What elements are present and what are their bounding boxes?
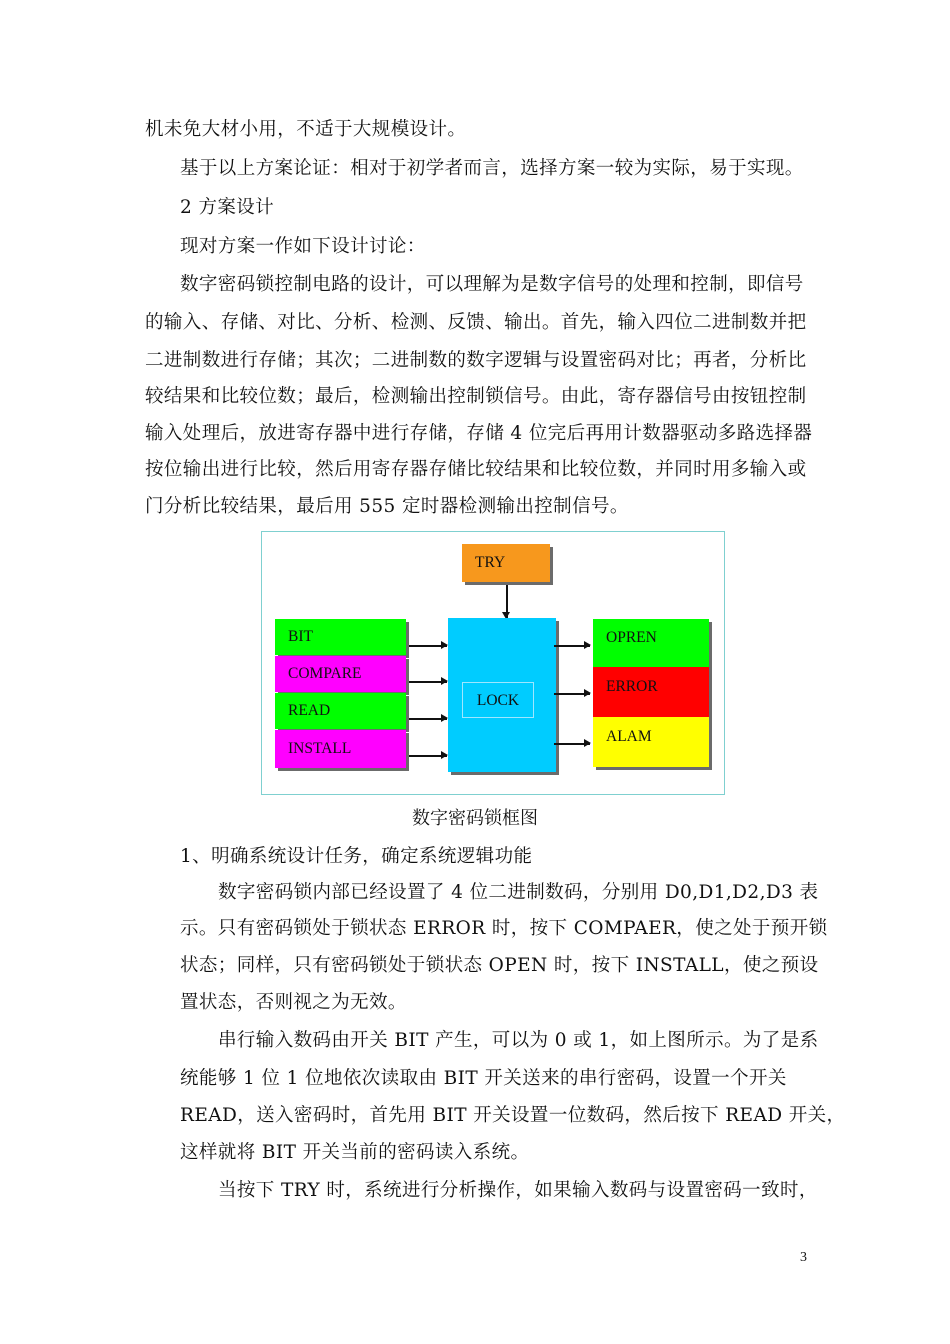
output-error: ERROR: [593, 667, 709, 717]
paragraph-line: 基于以上方案论证：相对于初学者而言，选择方案一较为实际，易于实现。: [180, 158, 804, 179]
input-install: INSTALL: [275, 730, 406, 768]
input-bit: BIT: [275, 619, 406, 655]
error-arrow: [554, 693, 590, 695]
output-opren: OPREN: [593, 619, 709, 667]
page-number: 3: [800, 1250, 807, 1265]
output-alam: ALAM: [593, 717, 709, 767]
paragraph-line: 置状态，否则视之为无效。: [180, 992, 407, 1013]
try-box: TRY: [462, 544, 550, 582]
paragraph-line: 数字密码锁控制电路的设计，可以理解为是数字信号的处理和控制，即信号: [180, 274, 804, 295]
section-heading: 2 方案设计: [180, 197, 275, 218]
paragraph-line: READ，送入密码时，首先用 BIT 开关设置一位数码，然后按下 READ 开关，: [180, 1105, 846, 1126]
paragraph-line: 统能够 1 位 1 位地依次读取由 BIT 开关送来的串行密码，设置一个开关: [180, 1068, 787, 1089]
block-diagram: [261, 531, 725, 795]
compare-arrow: [409, 681, 447, 683]
paragraph-line: 输入处理后，放进寄存器中进行存储，存储 4 位完后再用计数器驱动多路选择器: [145, 423, 813, 444]
install-arrow: [409, 755, 447, 757]
section-heading: 1、明确系统设计任务，确定系统逻辑功能: [180, 846, 533, 867]
paragraph-line: 示。只有密码锁处于锁状态 ERROR 时，按下 COMPAER，使之处于预开锁: [180, 918, 828, 939]
paragraph-line: 状态；同样，只有密码锁处于锁状态 OPEN 时，按下 INSTALL，使之预设: [180, 955, 819, 976]
paragraph-line: 较结果和比较位数；最后，检测输出控制锁信号。由此，寄存器信号由按钮控制: [145, 386, 807, 407]
paragraph-line: 串行输入数码由开关 BIT 产生，可以为 0 或 1，如上图所示。为了是系: [218, 1030, 819, 1051]
figure-caption: 数字密码锁框图: [412, 808, 538, 829]
paragraph-line: 当按下 TRY 时，系统进行分析操作，如果输入数码与设置密码一致时，: [218, 1180, 818, 1201]
alam-arrow: [554, 743, 590, 745]
paragraph-line: 门分析比较结果，最后用 555 定时器检测输出控制信号。: [145, 496, 629, 517]
lock-label: LOCK: [462, 682, 534, 718]
bit-arrow: [409, 645, 447, 647]
opren-arrow: [554, 645, 590, 647]
paragraph-line: 这样就将 BIT 开关当前的密码读入系统。: [180, 1142, 530, 1163]
input-read: READ: [275, 693, 406, 729]
paragraph-line: 按位输出进行比较，然后用寄存器存储比较结果和比较位数，并同时用多输入或: [145, 459, 807, 480]
paragraph-line: 的输入、存储、对比、分析、检测、反馈、输出。首先，输入四位二进制数并把: [145, 312, 807, 333]
paragraph-line: 二进制数进行存储；其次；二进制数的数字逻辑与设置密码对比；再者，分析比: [145, 350, 807, 371]
try-arrow: [506, 585, 508, 618]
lock-box: [448, 618, 556, 772]
read-arrow: [409, 718, 447, 720]
paragraph-line: 机未免大材小用，不适于大规模设计。: [145, 119, 467, 140]
paragraph-line: 数字密码锁内部已经设置了 4 位二进制数码，分别用 D0,D1,D2,D3 表: [218, 882, 819, 903]
input-compare: COMPARE: [275, 656, 406, 692]
paragraph-line: 现对方案一作如下设计讨论：: [180, 236, 426, 257]
